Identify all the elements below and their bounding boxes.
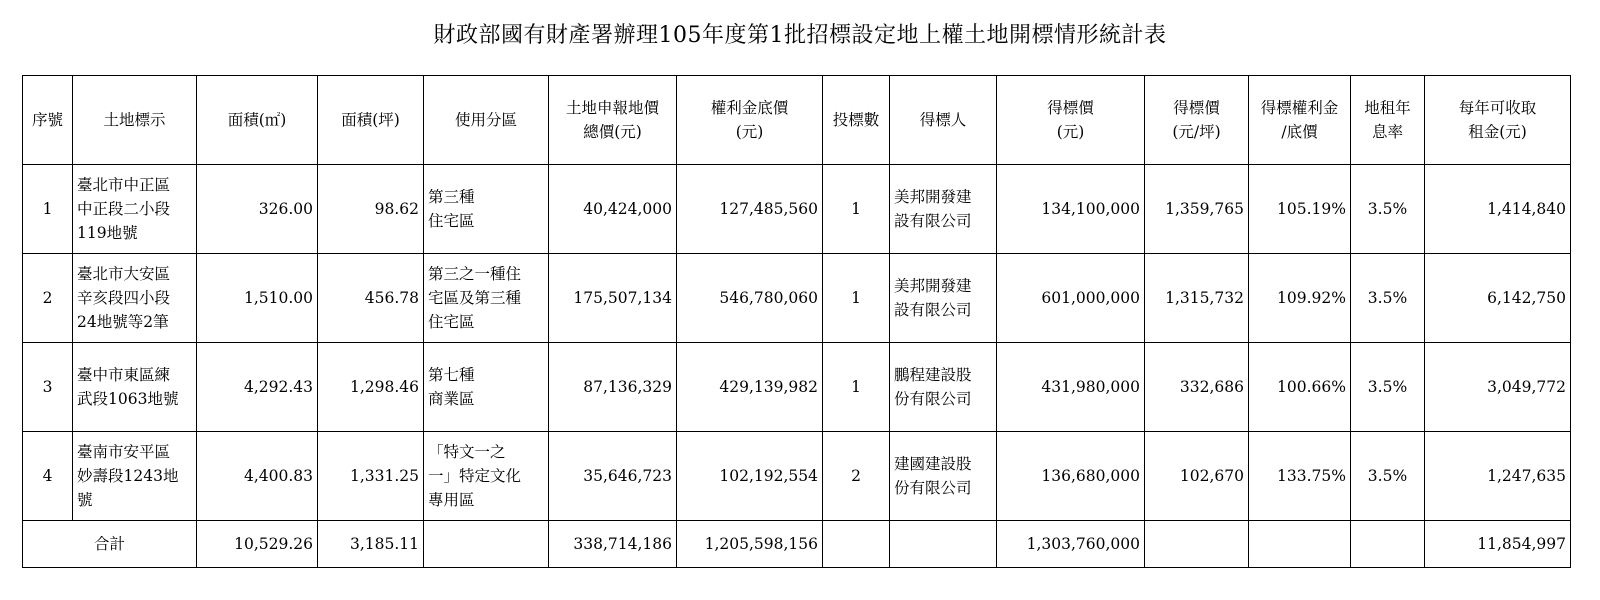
cell-area-m2: 1,510.00	[197, 254, 318, 343]
cell-rent-rate: 3.5%	[1351, 254, 1425, 343]
cell-declared-value: 40,424,000	[549, 165, 677, 254]
header-annual-rent: 每年可收取 租金(元)	[1425, 76, 1571, 165]
cell-area-m2: 326.00	[197, 165, 318, 254]
header-zoning: 使用分區	[424, 76, 549, 165]
cell-declared-value: 35,646,723	[549, 432, 677, 521]
total-label: 合計	[23, 521, 197, 568]
cell-annual-rent: 6,142,750	[1425, 254, 1571, 343]
total-bids-empty	[823, 521, 890, 568]
bid-results-table	[22, 75, 1571, 568]
cell-reserve-price: 429,139,982	[677, 343, 823, 432]
cell-land: 臺中市東區練 武段1063地號	[73, 343, 197, 432]
header-land: 土地標示	[73, 76, 197, 165]
cell-winner: 美邦開發建 設有限公司	[890, 165, 997, 254]
total-area-ping: 3,185.11	[318, 521, 424, 568]
header-reserve-price: 權利金底價 (元)	[677, 76, 823, 165]
cell-no: 2	[23, 254, 73, 343]
header-winning-price: 得標價 (元)	[997, 76, 1145, 165]
cell-ratio: 105.19%	[1249, 165, 1351, 254]
cell-reserve-price: 102,192,554	[677, 432, 823, 521]
table-row	[23, 343, 1571, 432]
table-row	[23, 432, 1571, 521]
cell-zoning: 「特文一之 一」特定文化 專用區	[424, 432, 549, 521]
total-winner-empty	[890, 521, 997, 568]
cell-area-m2: 4,292.43	[197, 343, 318, 432]
cell-rent-rate: 3.5%	[1351, 432, 1425, 521]
cell-annual-rent: 3,049,772	[1425, 343, 1571, 432]
cell-winning-price: 136,680,000	[997, 432, 1145, 521]
header-area-m2: 面積(㎡)	[197, 76, 318, 165]
cell-no: 1	[23, 165, 73, 254]
total-declared-value: 338,714,186	[549, 521, 677, 568]
cell-no: 3	[23, 343, 73, 432]
cell-bids: 1	[823, 254, 890, 343]
header-bids: 投標數	[823, 76, 890, 165]
cell-winner: 建國建設股 份有限公司	[890, 432, 997, 521]
cell-declared-value: 87,136,329	[549, 343, 677, 432]
cell-no: 4	[23, 432, 73, 521]
cell-rent-rate: 3.5%	[1351, 165, 1425, 254]
header-no: 序號	[23, 76, 73, 165]
cell-ratio: 100.66%	[1249, 343, 1351, 432]
cell-zoning: 第三種 住宅區	[424, 165, 549, 254]
cell-rent-rate: 3.5%	[1351, 343, 1425, 432]
cell-annual-rent: 1,414,840	[1425, 165, 1571, 254]
table-row	[23, 254, 1571, 343]
total-zoning-empty	[424, 521, 549, 568]
cell-winning-price: 601,000,000	[997, 254, 1145, 343]
cell-area-ping: 456.78	[318, 254, 424, 343]
table-row	[23, 165, 1571, 254]
cell-price-per-ping: 1,359,765	[1145, 165, 1249, 254]
cell-reserve-price: 546,780,060	[677, 254, 823, 343]
cell-annual-rent: 1,247,635	[1425, 432, 1571, 521]
cell-price-per-ping: 102,670	[1145, 432, 1249, 521]
total-area-m2: 10,529.26	[197, 521, 318, 568]
header-declared-value: 土地申報地價 總價(元)	[549, 76, 677, 165]
cell-zoning: 第七種 商業區	[424, 343, 549, 432]
cell-bids: 1	[823, 343, 890, 432]
total-row	[23, 521, 1571, 568]
header-price-per-ping: 得標價 (元/坪)	[1145, 76, 1249, 165]
total-winning-price: 1,303,760,000	[997, 521, 1145, 568]
cell-price-per-ping: 1,315,732	[1145, 254, 1249, 343]
total-annual-rent: 11,854,997	[1425, 521, 1571, 568]
total-reserve-price: 1,205,598,156	[677, 521, 823, 568]
cell-zoning: 第三之一種住 宅區及第三種 住宅區	[424, 254, 549, 343]
cell-land: 臺南市安平區 妙壽段1243地 號	[73, 432, 197, 521]
cell-area-m2: 4,400.83	[197, 432, 318, 521]
header-area-ping: 面積(坪)	[318, 76, 424, 165]
cell-winning-price: 431,980,000	[997, 343, 1145, 432]
total-ratio-empty	[1249, 521, 1351, 568]
cell-price-per-ping: 332,686	[1145, 343, 1249, 432]
cell-area-ping: 1,298.46	[318, 343, 424, 432]
total-rent-rate-empty	[1351, 521, 1425, 568]
cell-bids: 1	[823, 165, 890, 254]
cell-land: 臺北市大安區 辛亥段四小段 24地號等2筆	[73, 254, 197, 343]
header-winner: 得標人	[890, 76, 997, 165]
cell-winner: 鵬程建設股 份有限公司	[890, 343, 997, 432]
cell-ratio: 133.75%	[1249, 432, 1351, 521]
header-rent-rate: 地租年 息率	[1351, 76, 1425, 165]
cell-land: 臺北市中正區 中正段二小段 119地號	[73, 165, 197, 254]
cell-winner: 美邦開發建 設有限公司	[890, 254, 997, 343]
cell-reserve-price: 127,485,560	[677, 165, 823, 254]
total-price-per-ping-empty	[1145, 521, 1249, 568]
header-ratio: 得標權利金 /底價	[1249, 76, 1351, 165]
cell-area-ping: 98.62	[318, 165, 424, 254]
cell-declared-value: 175,507,134	[549, 254, 677, 343]
cell-winning-price: 134,100,000	[997, 165, 1145, 254]
cell-area-ping: 1,331.25	[318, 432, 424, 521]
page-title: 財政部國有財產署辦理105年度第1批招標設定地上權土地開標情形統計表	[433, 23, 1167, 48]
cell-bids: 2	[823, 432, 890, 521]
header-row	[23, 76, 1571, 165]
cell-ratio: 109.92%	[1249, 254, 1351, 343]
